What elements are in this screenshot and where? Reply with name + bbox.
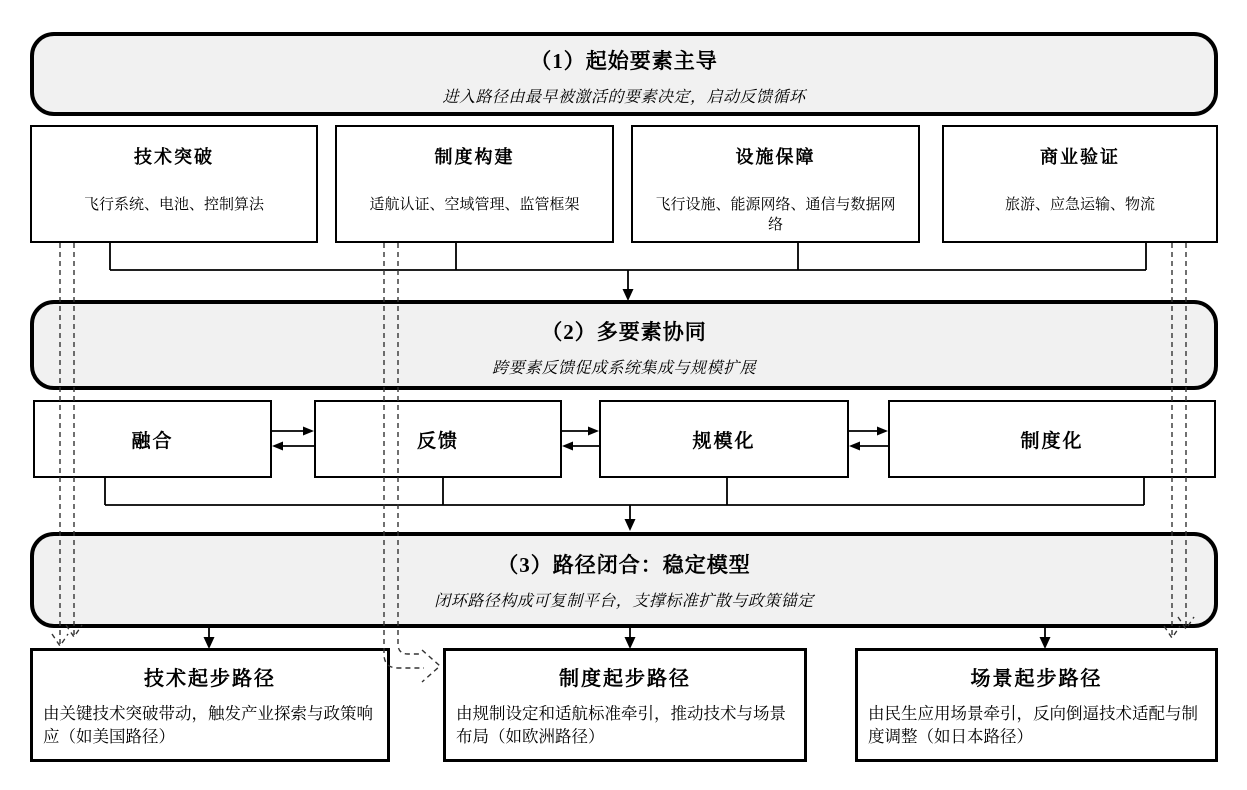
mechanism-institutionalization-title: 制度化 xyxy=(1020,430,1084,452)
mechanism-scaling-title: 规模化 xyxy=(692,430,756,452)
arrow-left-icon xyxy=(562,442,573,451)
factor-institution-title: 制度构建 xyxy=(434,147,515,167)
factor-commerce-title: 商业验证 xyxy=(1040,147,1120,167)
stage-3-title: （3）路径闭合：稳定模型 xyxy=(497,553,751,577)
mechanism-box-feedback xyxy=(314,400,562,478)
stage-3-banner xyxy=(30,532,1218,628)
factor-commerce-desc: 旅游、应急运输、物流 xyxy=(1004,197,1155,213)
arrow-left-icon xyxy=(272,442,283,451)
mechanism-box-scaling xyxy=(599,400,849,478)
open-arrow-down-icon xyxy=(52,634,68,646)
path-technology-start-title: 技术起步路径 xyxy=(144,668,276,690)
arrow-right-icon xyxy=(877,427,888,436)
arrow-right-icon xyxy=(303,427,314,436)
mechanism-fusion-title: 融合 xyxy=(131,430,174,452)
mechanism-box-fusion xyxy=(33,400,272,478)
factor-infrastructure-title: 设施保障 xyxy=(735,147,816,167)
arrow-down-icon xyxy=(625,519,636,531)
stage-2-title: （2）多要素协同 xyxy=(541,320,707,344)
stage-3-subtitle: 闭环路径构成可复制平台，支撑标准扩散与政策锚定 xyxy=(434,593,814,610)
stage-2-subtitle: 跨要素反馈促成系统集成与规模扩展 xyxy=(491,360,756,377)
path-institution-start-desc: 由规制设定和适航标准牵引，推动技术与场景布局（如欧洲路径） xyxy=(456,704,786,746)
path-scenario-start-title: 场景起步路径 xyxy=(970,668,1103,690)
path-institution-start-title: 制度起步路径 xyxy=(559,668,691,690)
factor-technology-title: 技术突破 xyxy=(134,147,214,167)
mechanisms-to-stage3-rail xyxy=(105,478,1144,531)
stage-2-banner xyxy=(30,300,1218,390)
path-scenario-start-desc: 由民生应用场景牵引，反向倒逼技术适配与制度调整（如日本路径） xyxy=(868,704,1198,746)
path-box-scenario-start xyxy=(855,648,1218,762)
stage-1-title: （1）起始要素主导 xyxy=(530,49,718,73)
open-arrow-right-icon xyxy=(422,650,440,682)
factor-institution-desc: 适航认证、空域管理、监管框架 xyxy=(369,197,580,213)
path-box-technology-start xyxy=(30,648,390,762)
factor-technology-desc: 飞行系统、电池、控制算法 xyxy=(83,197,264,213)
stage-1-subtitle: 进入路径由最早被激活的要素决定，启动反馈循环 xyxy=(442,89,806,106)
factor-box-institution xyxy=(335,125,614,243)
factors-to-stage2-rail xyxy=(110,243,1146,301)
factor-box-commerce xyxy=(942,125,1218,243)
mechanism-box-institutionalization xyxy=(888,400,1216,478)
path-box-institution-start xyxy=(443,648,807,762)
mechanism-feedback-title: 反馈 xyxy=(416,430,459,452)
factor-box-infrastructure xyxy=(631,125,920,243)
arrow-right-icon xyxy=(588,427,599,436)
arrow-left-icon xyxy=(849,442,860,451)
factor-infrastructure-desc: 飞行设施、能源网络、通信与数据网络 xyxy=(655,197,896,234)
path-technology-start-desc: 由关键技术突破带动，触发产业探索与政策响应（如美国路径） xyxy=(43,704,373,746)
stage-1-banner xyxy=(30,32,1218,116)
factor-box-technology xyxy=(30,125,318,243)
stage3-to-paths-arrows xyxy=(204,628,1051,649)
